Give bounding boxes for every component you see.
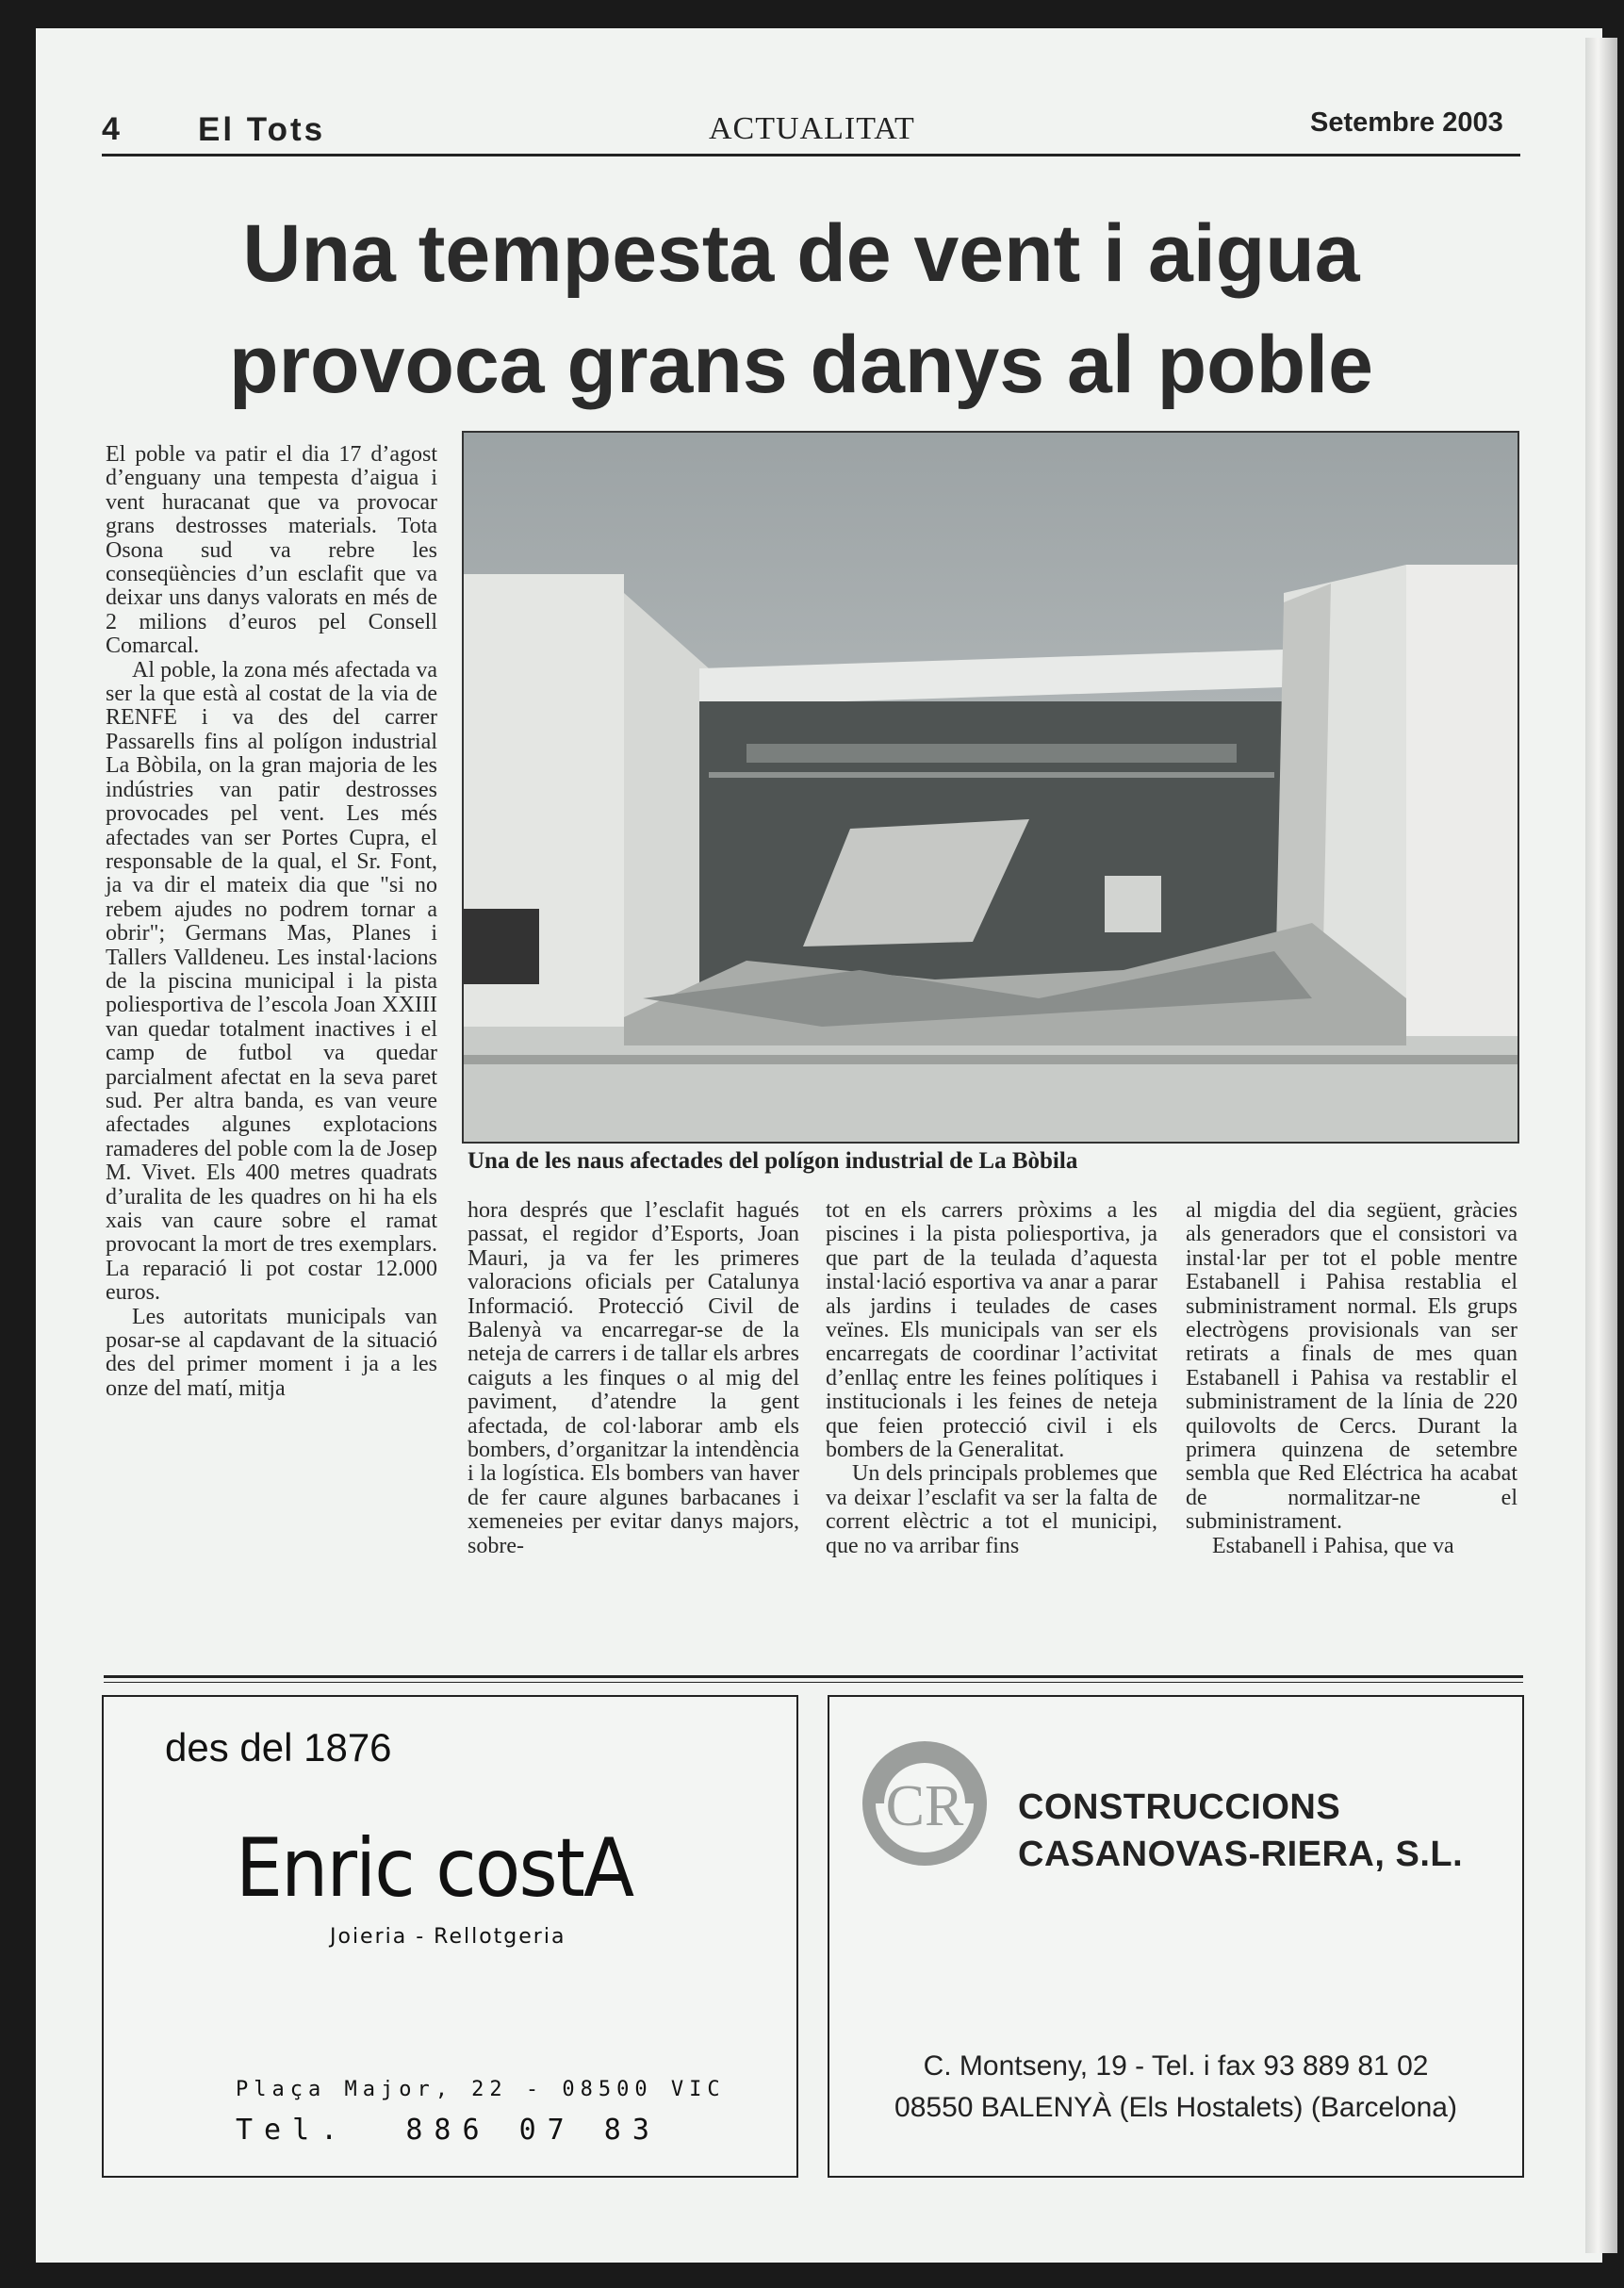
ad-company-name [1018,1784,1463,1878]
ad-tagline: Joieria - Rellotgeria [330,1925,566,1949]
ad-phone: Tel. 886 07 83 [236,2114,661,2147]
company-name-line-2: CASANOVAS-RIERA, S.L. [1018,1835,1464,1874]
paragraph: tot en els carrers pròxims a les piscines i la pista poliesportiva, ja que part de la teulada d’aquesta instal·lació esportiva va anar a parar als jardins i teulades de cases veïnes. Els municipals van ser els encarregats de coordinar l’activitat d’enllaç entre les feines polítiques i institucionals i les feines de neteja que feien protecció civil i els bombers de la Generalitat. [826,1198,1157,1463]
ad-address: Plaça Major, 22 - 08500 VIC [236,2078,726,2101]
ads-divider [104,1675,1523,1678]
cr-logo-icon [860,1738,990,1868]
paragraph: Al poble, la zona més afectada va ser la que està al costat de la via de RENFE i va des del carrer Passarells fins al polígon industrial La Bòbila, on la gran majoria de les indústries van patir destrosses provocades pel vent. Les més afectades van ser Portes Cupra, el responsable de la qual, el Sr. Font, ja va dir el mateix dia que "si no rebem ajudes no podrem tornar a obrir"; Germans Mas, Planes i Tallers Valldeneu. Les instal·lacions de la piscina municipal i la pista poliesportiva de l’escola Joan XXIII van quedar totalment inactives i el camp de futbol va quedar parcialment afectat en la seva paret sud. Per altra banda, es van veure afectades algunes explotacions ramaderes del poble com la de Josep M. Vivet. Els 400 metres quadrats d’uralita de les quadres on hi ha els xais van caure sobre el ramat provocant la mort de tres exemplars. La reparació li pot costar 12.000 euros. [106,657,437,1306]
paragraph: hora després que l’esclafit hagués passat, el regidor d’Esports, Joan Mauri, ja va fer les primeres valoracions oficials per Catalunya Informació. Protecció Civil de Balenyà va encarregar-se de la neteja de carrers i de tallar els arbres caiguts a les finques o al mig del paviment, d’atendre la gent afectada, de col·laborar amb els bombers, d’organitzar la intendència i la logística. Els bombers van haver de fer caure algunes barbacanes i xemeneies per evitar danys majors, sobre- [468,1198,799,1558]
publication-name: El Tots [198,111,326,148]
paragraph: al migdia del dia següent, gràcies als generadors que el consistori va instal·lar per tot el poble mentre Estabanell i Pahisa restablia el subministrament normal. Els grups electrògens provisionals van ser retirats a finals de mes quan Estabanell i Pahisa va restablir el subministrament de la línia de 220 quilovolts de Cercs. Durant la primera quinzena de setembre sembla que Red Eléctrica ha acabat de normalitzar-ne el subministrament. [1186,1198,1517,1535]
address-line-2: 08550 BALENYÀ (Els Hostalets) (Barcelona) [894,2092,1457,2123]
paragraph: El poble va patir el dia 17 d’agost d’enguany una tempesta d’aigua i vent huracanat que va provocar grans destrosses materials. Tota Osona sud va rebre les conseqüències d’un esclafit que va deixar uns danys valorats en més de 2 milions d’euros pel Consell Comarcal. [106,442,437,659]
address-line-1: C. Montseny, 19 - Tel. i fax 93 889 81 02 [923,2050,1429,2082]
page-number: 4 [102,111,120,147]
ad-established: des del 1876 [165,1725,392,1769]
paragraph: Un dels principals problemes que va deixar l’esclafit va ser la falta de corrent elèctric a tot el municipi, que no va arribar fins [826,1461,1157,1558]
issue-date: Setembre 2003 [1310,107,1503,138]
photo-caption: Una de les naus afectades del polígon industrial de La Bòbila [468,1148,1078,1174]
ad-company-address [829,2046,1522,2129]
article-column-4 [1186,1199,1517,1558]
paragraph: Les autoritats municipals van posar-se al capdavant de la situació des del primer moment i ja a les onze del matí, mitja [106,1304,437,1401]
paragraph: Estabanell i Pahisa, que va [1212,1533,1454,1558]
damaged-warehouse-photo [464,433,1517,1142]
ad-brand-logo: Enric costA [236,1821,633,1916]
header-rule [102,154,1520,156]
headline-line-2: provoca grans danys al poble [229,320,1373,410]
headline-line-1: Una tempesta de vent i aigua [242,208,1360,299]
advertisement-construction [828,1695,1524,2178]
advertisement-jewelry [102,1695,798,2178]
article-column-2 [468,1199,799,1558]
ads-divider-thin [104,1682,1523,1683]
article-headline [113,198,1489,420]
article-photo [462,431,1519,1144]
section-name: ACTUALITAT [709,111,915,146]
company-name-line-1: CONSTRUCCIONS [1018,1787,1341,1827]
article-column-3 [826,1199,1157,1558]
page-edge [1585,38,1617,2253]
article-column-1 [106,443,437,1401]
svg-text:CR: CR [885,1774,964,1838]
